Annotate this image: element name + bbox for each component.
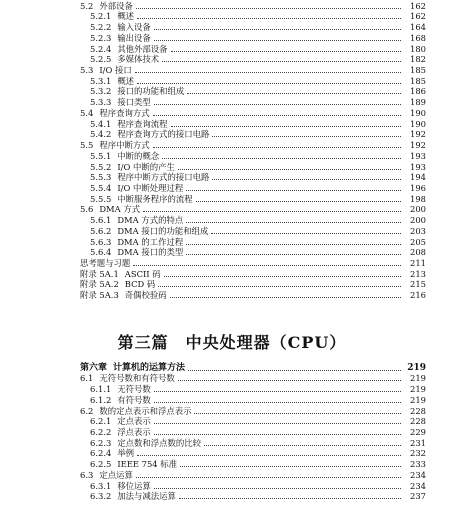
toc-entry [80,54,426,65]
toc-entry [80,118,426,129]
toc-entry-page: 215 [410,279,426,290]
toc-entry-number: 5.6.1 [90,215,112,226]
toc-entry-title: I/O 接口 [99,65,132,76]
toc-entry [80,448,426,459]
toc-leader-dots [153,147,401,148]
toc-entry [80,139,426,150]
toc-entry-number: 附录 5A.2 [80,279,119,290]
toc-entry-title: 概述 [117,75,135,86]
toc-leader-dots [212,136,401,137]
toc-entry-number: 6.1 [80,373,94,384]
toc-entry-page: 186 [410,86,426,97]
toc-leader-dots [186,244,401,245]
toc-entry-title: 数的定点表示和浮点表示 [99,405,192,416]
toc-entry-title: DMA 方式的特点 [117,215,184,226]
toc-entry-number: 5.6.2 [90,225,112,236]
toc-leader-dots [179,498,401,499]
toc-entry-page: 164 [410,22,426,33]
toc-entry [80,268,426,279]
toc-entry [80,247,426,258]
toc-entry-page: 232 [410,448,426,459]
toc-leader-dots [158,286,401,287]
toc-entry-number: 5.4.1 [90,118,112,129]
toc-entry-page: 234 [410,469,426,480]
toc-entry [80,64,426,75]
toc-entry-title: 中断服务程序的流程 [117,193,193,204]
toc-entry-number: 6.3.2 [90,491,112,502]
toc-entry [80,469,426,480]
toc-entry-title: ASCII 码 [124,268,161,279]
toc-entry-number: 5.2.4 [90,43,112,54]
toc-leader-dots [136,477,401,478]
toc-entry-page: 219 [410,384,426,395]
toc-entry-page: 216 [410,290,426,301]
toc-entry-number: 6.2.1 [90,416,112,427]
toc-entry [80,279,426,290]
toc-entry-page: 185 [410,75,426,86]
toc-entry-title: 无符号数和有符号数 [99,373,175,384]
toc-entry-number: 5.6 [80,204,94,215]
toc-entry-page: 208 [410,247,426,258]
toc-entry-title: 输入设备 [117,22,151,33]
toc-entry-title: 定点运算 [99,469,133,480]
toc-entry-number: 5.4 [80,107,94,118]
toc-entry [80,458,426,469]
toc-leader-dots [133,265,401,266]
toc-entry [80,182,426,193]
toc-leader-dots [212,179,401,180]
toc-entry [80,416,426,427]
toc-entry [80,383,426,394]
toc-entry-title: 有符号数 [117,394,151,405]
toc-entry-number: 6.3.1 [90,480,112,491]
toc-entry-number: 6.2 [80,405,94,416]
toc-leader-dots [178,169,401,170]
toc-leader-dots [154,29,401,30]
toc-entry-title: 程序中断方式的接口电路 [117,172,210,183]
toc-entry-number: 5.3.2 [90,86,112,97]
toc-entry-title: DMA 接口的功能和组成 [117,225,209,236]
toc-entry-number: 5.2.2 [90,22,112,33]
toc-entry-title: 思考题与习题 [80,257,131,268]
toc-entry-page: 162 [410,11,426,22]
part-title: 第三篇 中央处理器（CPU） [117,333,347,352]
toc-leader-dots [170,297,401,298]
toc-entry-page: 198 [410,193,426,204]
toc-entry [80,21,426,32]
toc-bottom-section [80,362,426,501]
toc-entry-number: 6.2.3 [90,437,112,448]
toc-entry-page: 196 [410,182,426,193]
toc-entry-page: 190 [410,118,426,129]
toc-leader-dots [180,466,401,467]
toc-entry-page: 182 [410,54,426,65]
toc-leader-dots [154,104,401,105]
toc-entry [80,289,426,300]
toc-entry-page: 228 [410,416,426,427]
toc-entry-title: 其他外部设备 [117,43,168,54]
toc-entry [80,362,426,373]
toc-entry-number: 5.2.1 [90,11,112,22]
toc-leader-dots [154,402,401,403]
toc-entry [80,405,426,416]
toc-entry-page: 189 [410,97,426,108]
toc-entry-title: 无符号数 [117,384,151,395]
toc-entry-number: 5.2.5 [90,54,112,65]
toc-entry-title: DMA 的工作过程 [117,236,184,247]
toc-leader-dots [154,391,401,392]
toc-entry-page: 192 [410,129,426,140]
toc-entry-page: 192 [410,140,426,151]
toc-entry-page: 213 [410,268,426,279]
toc-entry-number: 5.5.5 [90,193,112,204]
toc-entry-page: 234 [410,480,426,491]
toc-entry-number: 5.2 [80,0,94,11]
toc-entry [80,437,426,448]
toc-leader-dots [162,61,401,62]
toc-entry-title: 举例 [117,448,135,459]
toc-entry-title: 中断的概念 [117,150,160,161]
toc-entry-title: 浮点表示 [117,427,151,438]
toc-entry [80,426,426,437]
toc-leader-dots [186,222,401,223]
toc-entry-page: 180 [410,43,426,54]
toc-leader-dots [154,434,401,435]
toc-entry [80,204,426,215]
toc-entry [80,96,426,107]
toc-entry-number: 附录 5A.3 [80,290,119,301]
toc-entry-page: 233 [410,459,426,470]
toc-entry-title: 接口的功能和组成 [117,86,185,97]
toc-entry [80,161,426,172]
toc-leader-dots [188,370,401,371]
toc-entry [80,257,426,268]
toc-leader-dots [154,423,401,424]
toc-leader-dots [137,18,401,19]
toc-entry-page: 194 [410,172,426,183]
toc-entry [80,150,426,161]
toc-entry-title: I/O 中断的产生 [117,161,175,172]
toc-leader-dots [137,455,401,456]
toc-entry [80,236,426,247]
toc-entry [80,129,426,140]
toc-entry [80,172,426,183]
toc-leader-dots [211,233,401,234]
toc-leader-dots [186,254,401,255]
toc-entry [80,43,426,54]
toc-leader-dots [171,51,401,52]
toc-entry-number: 5.5 [80,140,94,151]
toc-leader-dots [153,115,401,116]
toc-leader-dots [204,445,401,446]
toc-entry-title: 程序查询方式 [99,107,150,118]
toc-entry-title: IEEE 754 标准 [117,459,178,470]
toc-entry-title: 加法与减法运算 [117,491,176,502]
toc-entry [80,394,426,405]
toc-entry-number: 5.3.3 [90,97,112,108]
toc-entry-title: 外部设备 [99,0,133,11]
toc-entry-number: 5.2.3 [90,32,112,43]
toc-entry-number: 5.5.1 [90,150,112,161]
toc-entry-number: 6.1.1 [90,384,112,395]
toc-entry [80,491,426,502]
toc-entry-title: 接口类型 [117,97,151,108]
toc-entry-number: 5.5.2 [90,161,112,172]
toc-entry-page: 211 [410,257,426,268]
toc-leader-dots [171,126,401,127]
toc-entry [80,214,426,225]
toc-entry-page: 190 [410,107,426,118]
toc-entry [80,11,426,22]
toc-entry-title: I/O 中断处理过程 [117,182,184,193]
toc-entry-title: DMA 方式 [99,204,141,215]
toc-leader-dots [143,211,401,212]
toc-entry-number: 5.4.2 [90,129,112,140]
toc-entry-title: 定点表示 [117,416,151,427]
toc-entry-number: 5.5.4 [90,182,112,193]
toc-entry-title: 概述 [117,11,135,22]
toc-entry [80,225,426,236]
toc-entry-page: 203 [410,225,426,236]
toc-entry [80,193,426,204]
toc-entry-page: 231 [410,437,426,448]
toc-entry-title: 奇偶校验码 [124,290,167,301]
toc-entry-page: 185 [410,65,426,76]
toc-leader-dots [187,93,401,94]
toc-entry-number: 5.6.3 [90,236,112,247]
toc-entry-title: 定点数和浮点数的比较 [117,437,202,448]
toc-entry-page: 193 [410,150,426,161]
toc-leader-dots [178,380,401,381]
toc-entry [80,107,426,118]
toc-leader-dots [154,488,401,489]
toc-leader-dots [186,190,401,191]
toc-entry-number: 第六章 [80,362,108,373]
toc-leader-dots [194,413,401,414]
toc-entry-page: 237 [410,491,426,502]
toc-top-section [80,0,426,300]
toc-leader-dots [162,158,401,159]
toc-entry-title: BCD 码 [124,279,156,290]
toc-entry-page: 205 [410,236,426,247]
toc-entry [80,373,426,384]
toc-entry-number: 6.1.2 [90,394,112,405]
toc-leader-dots [164,276,401,277]
toc-entry-page: 162 [410,0,426,11]
toc-entry [80,86,426,97]
toc-entry-page: 219 [410,394,426,405]
toc-leader-dots [154,40,401,41]
toc-entry-page: 219 [410,373,426,384]
toc-entry-title: 程序查询流程 [117,118,168,129]
toc-entry [80,32,426,43]
toc-entry-page: 193 [410,161,426,172]
toc-entry-number: 6.3 [80,469,94,480]
toc-entry-title: DMA 接口的类型 [117,247,184,258]
toc-entry-number: 5.3.1 [90,75,112,86]
toc-entry-page: 200 [410,215,426,226]
toc-entry-page: 228 [410,405,426,416]
toc-entry-number: 5.5.3 [90,172,112,183]
toc-entry-page: 229 [410,427,426,438]
toc-entry-title: 移位运算 [117,480,151,491]
toc-entry [80,480,426,491]
toc-entry-title: 计算机的运算方法 [113,362,186,373]
toc-entry [80,75,426,86]
toc-entry-number: 6.2.2 [90,427,112,438]
toc-entry-title: 程序查询方式的接口电路 [117,129,210,140]
toc-entry-page: 168 [410,32,426,43]
toc-entry-number: 6.2.4 [90,448,112,459]
toc-entry-title: 输出设备 [117,32,151,43]
toc-entry-number: 附录 5A.1 [80,268,119,279]
toc-leader-dots [196,201,401,202]
toc-entry-title: 多媒体技术 [117,54,160,65]
toc-leader-dots [135,72,401,73]
toc-entry-number: 6.2.5 [90,459,112,470]
toc-leader-dots [136,8,401,9]
toc-entry-number: 5.6.4 [90,247,112,258]
toc-entry-page: 200 [410,204,426,215]
toc-entry-title: 程序中断方式 [99,140,150,151]
toc-entry [80,0,426,11]
toc-entry-number: 5.3 [80,65,94,76]
toc-entry-page: 219 [407,362,426,373]
toc-leader-dots [137,83,401,84]
